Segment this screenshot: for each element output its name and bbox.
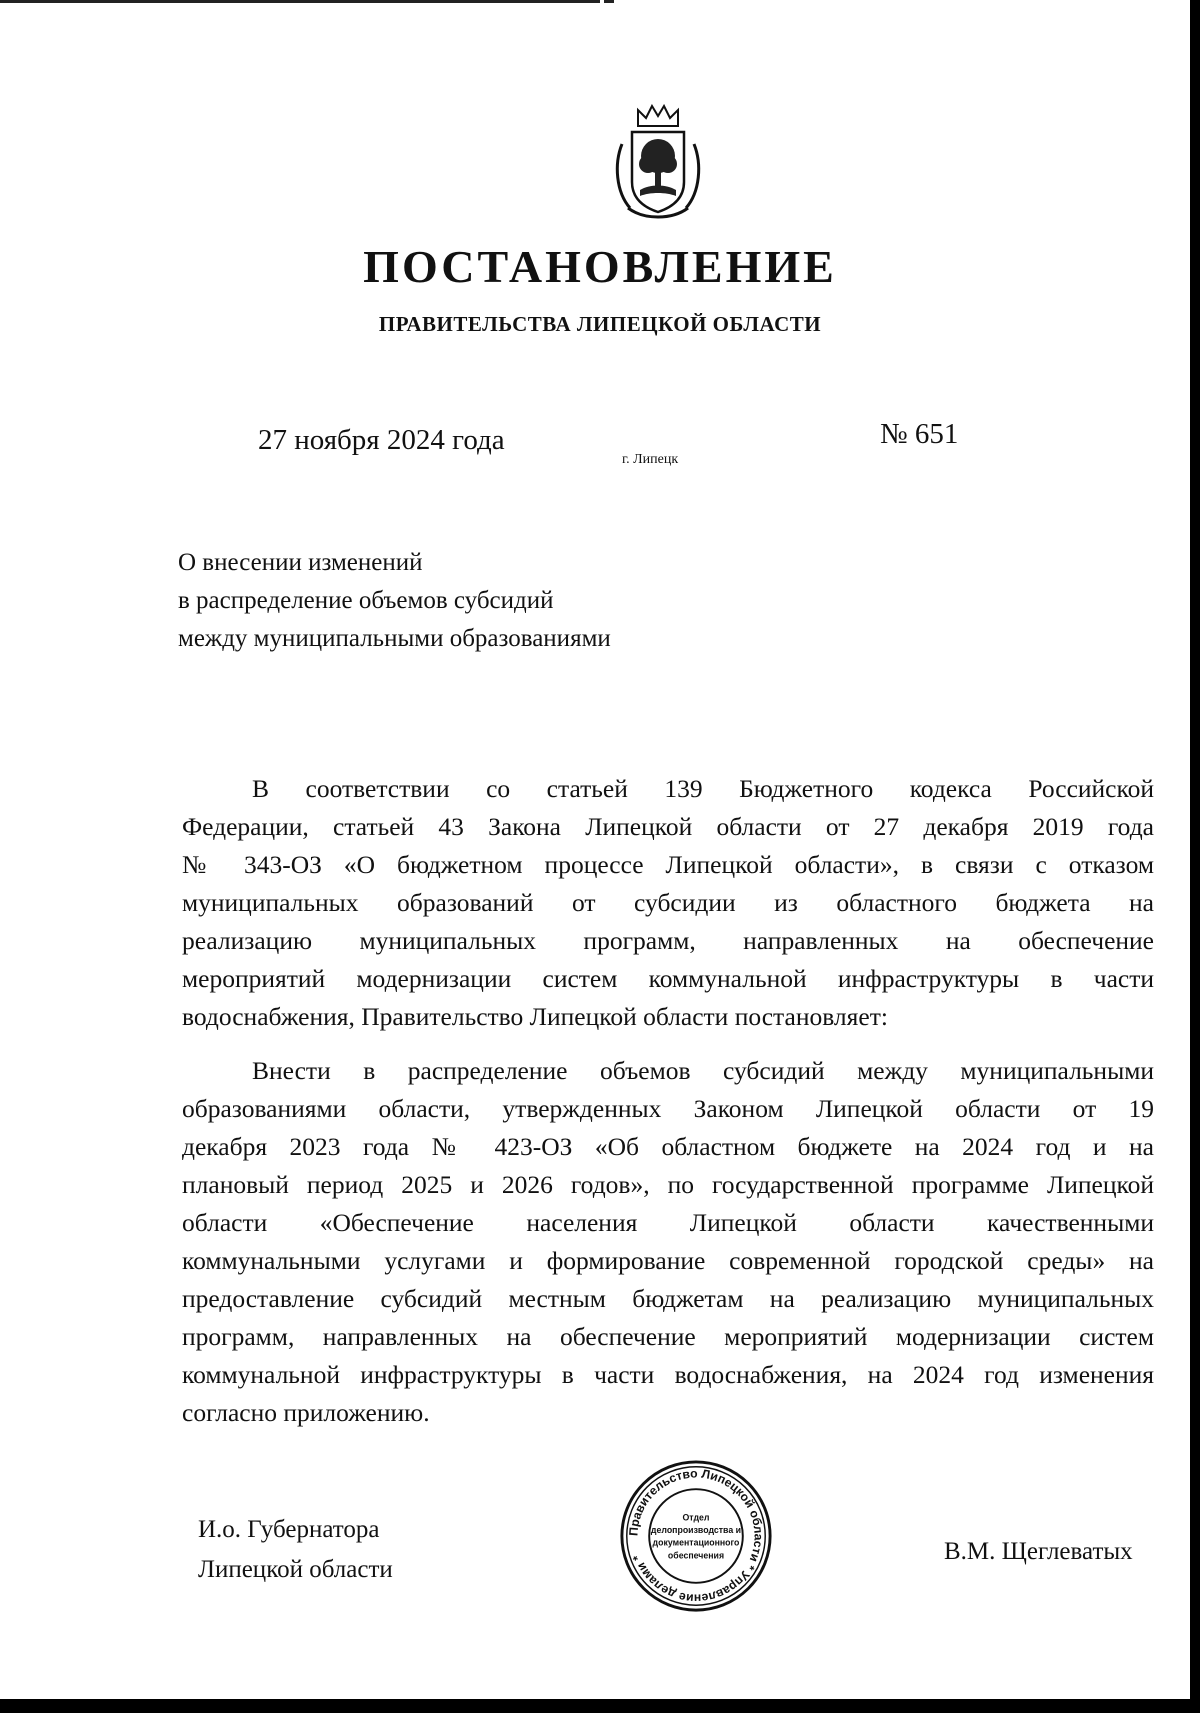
paragraph-line: программ, направленных на обеспечение мероприятий модернизации систем [182, 1322, 1154, 1351]
paragraph-line: № 343-ОЗ «О бюджетном процессе Липецкой области», в связи с отказом [182, 850, 1154, 879]
paragraph-line: Федерации, статьей 43 Закона Липецкой области от 27 декабря 2019 года [182, 812, 1154, 841]
signatory-name: В.М. Щеглеватых [944, 1538, 1133, 1565]
body-paragraph-2 [182, 1052, 1154, 1432]
document-number: № 651 [880, 418, 959, 450]
subject-line: О внесении изменений [178, 549, 423, 576]
paragraph-line: реализацию муниципальных программ, направленных на обеспечение [182, 926, 1154, 955]
paragraph-line: Внести в распределение объемов субсидий между муниципальными [252, 1056, 1154, 1085]
seal-inner-line: обеспечения [667, 1550, 725, 1561]
document-city: г. Липецк [622, 452, 679, 467]
seal-inner-line: Отдел [682, 1512, 710, 1523]
paragraph-line: декабря 2023 года № 423-ОЗ «Об областном бюджете на 2024 год и на [182, 1132, 1154, 1161]
issuing-authority: ПРАВИТЕЛЬСТВА ЛИПЕЦКОЙ ОБЛАСТИ [378, 312, 822, 336]
document-type-title: ПОСТАНОВЛЕНИЕ [363, 241, 837, 292]
seal-inner-line: делопроизводства и [650, 1525, 742, 1536]
paragraph-line: коммунальной инфраструктуры в части водоснабжения, на 2024 год изменения [182, 1360, 1154, 1389]
signatory-position-line: И.о. Губернатора [198, 1516, 380, 1543]
document-subject [178, 544, 611, 658]
scan-border-top-dash [604, 0, 614, 3]
paragraph-line: образованиями области, утвержденных Законом Липецкой области от 19 [182, 1094, 1154, 1123]
paragraph-line: мероприятий модернизации систем коммунальной инфраструктуры в части [182, 964, 1154, 993]
paragraph-line: муниципальных образований от субсидии из областного бюджета на [182, 888, 1154, 917]
signatory-position [198, 1510, 393, 1590]
paragraph-line: области «Обеспечение населения Липецкой области качественными [182, 1208, 1154, 1237]
scan-border-top [0, 0, 600, 3]
seal-inner-line: документационного [652, 1537, 740, 1548]
seal-outer-text: Правительство Липецкой области * Управление делами * [626, 1466, 766, 1606]
signatory-position-line: Липецкой области [198, 1556, 393, 1583]
paragraph-line: согласно приложению. [182, 1398, 430, 1427]
document-date: 27 ноября 2024 года [258, 424, 505, 456]
subject-line: между муниципальными образованиями [178, 625, 611, 652]
official-seal-stamp [618, 1458, 774, 1614]
scan-border-bottom [0, 1699, 1200, 1713]
paragraph-line: В соответствии со статьей 139 Бюджетного кодекса Российской [252, 774, 1154, 803]
paragraph-line: плановый период 2025 и 2026 годов», по государственной программе Липецкой [182, 1170, 1154, 1199]
coat-of-arms-icon [608, 104, 708, 224]
subject-line: в распределение объемов субсидий [178, 587, 554, 614]
body-paragraph-1 [182, 770, 1154, 1036]
paragraph-line: предоставление субсидий местным бюджетам на реализацию муниципальных [182, 1284, 1154, 1313]
paragraph-line: коммунальными услугами и формирование современной городской среды» на [182, 1246, 1154, 1275]
paragraph-line: водоснабжения, Правительство Липецкой области постановляет: [182, 1002, 888, 1031]
